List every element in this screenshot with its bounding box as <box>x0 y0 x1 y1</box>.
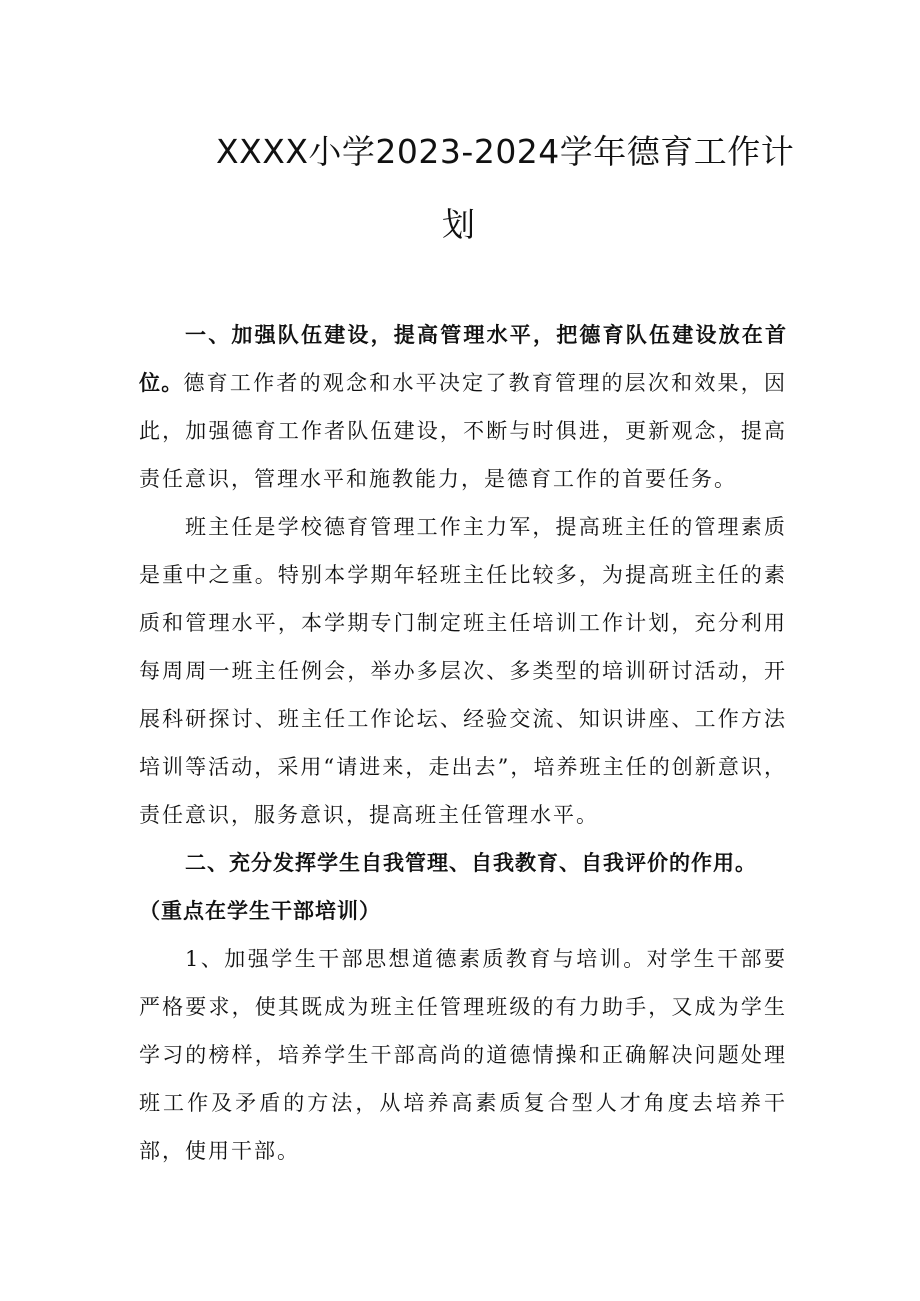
document-title-line1: XXXX小学2023-2024学年德育工作计 <box>216 132 795 171</box>
section-2-paragraph: 班主任是学校德育管理工作主力军，提高班主任的管理素质是重中之重。特别本学期年轻班主任比较多，为提高班主任的素质和管理水平，本学期专门制定班主任培训工作计划，充分利用每周周一班主任例会，举办多层次、多类型的培训研讨活动，开展科研探讨、班主任工作论坛、经验交流、知识讲座、工作方法培训等活动，采用“请进来，走出去”，培养班主任的创新意识，责任意识，服务意识，提高班主任管理水平。 <box>139 515 787 827</box>
section-1-heading: 一、加强队伍建设，提高管理水平，把德育队伍建设放在首位。 <box>139 323 787 395</box>
document-title-line2: 划 <box>442 205 476 244</box>
section-1-paragraph <box>139 311 787 503</box>
section-3-subheading: （重点在学生干部培训） <box>139 899 381 923</box>
section-4-paragraph: 1、加强学生干部思想道德素质教育与培训。对学生干部要严格要求，使其既成为班主任管理班级的有力助手，又成为学生学习的榜样，培养学生干部高尚的道德情操和正确解决问题处理班工作及矛盾的方法，从培养高素质复合型人才角度去培养干部，使用干部。 <box>139 947 787 1163</box>
section-3-heading: 二、充分发挥学生自我管理、自我教育、自我评价的作用。 <box>185 851 757 875</box>
document-body <box>139 311 787 1175</box>
section-1-text: 德育工作者的观念和水平决定了教育管理的层次和效果，因此，加强德育工作者队伍建设，不断与时俱进，更新观念，提高责任意识，管理水平和施教能力，是德育工作的首要任务。 <box>139 371 788 491</box>
